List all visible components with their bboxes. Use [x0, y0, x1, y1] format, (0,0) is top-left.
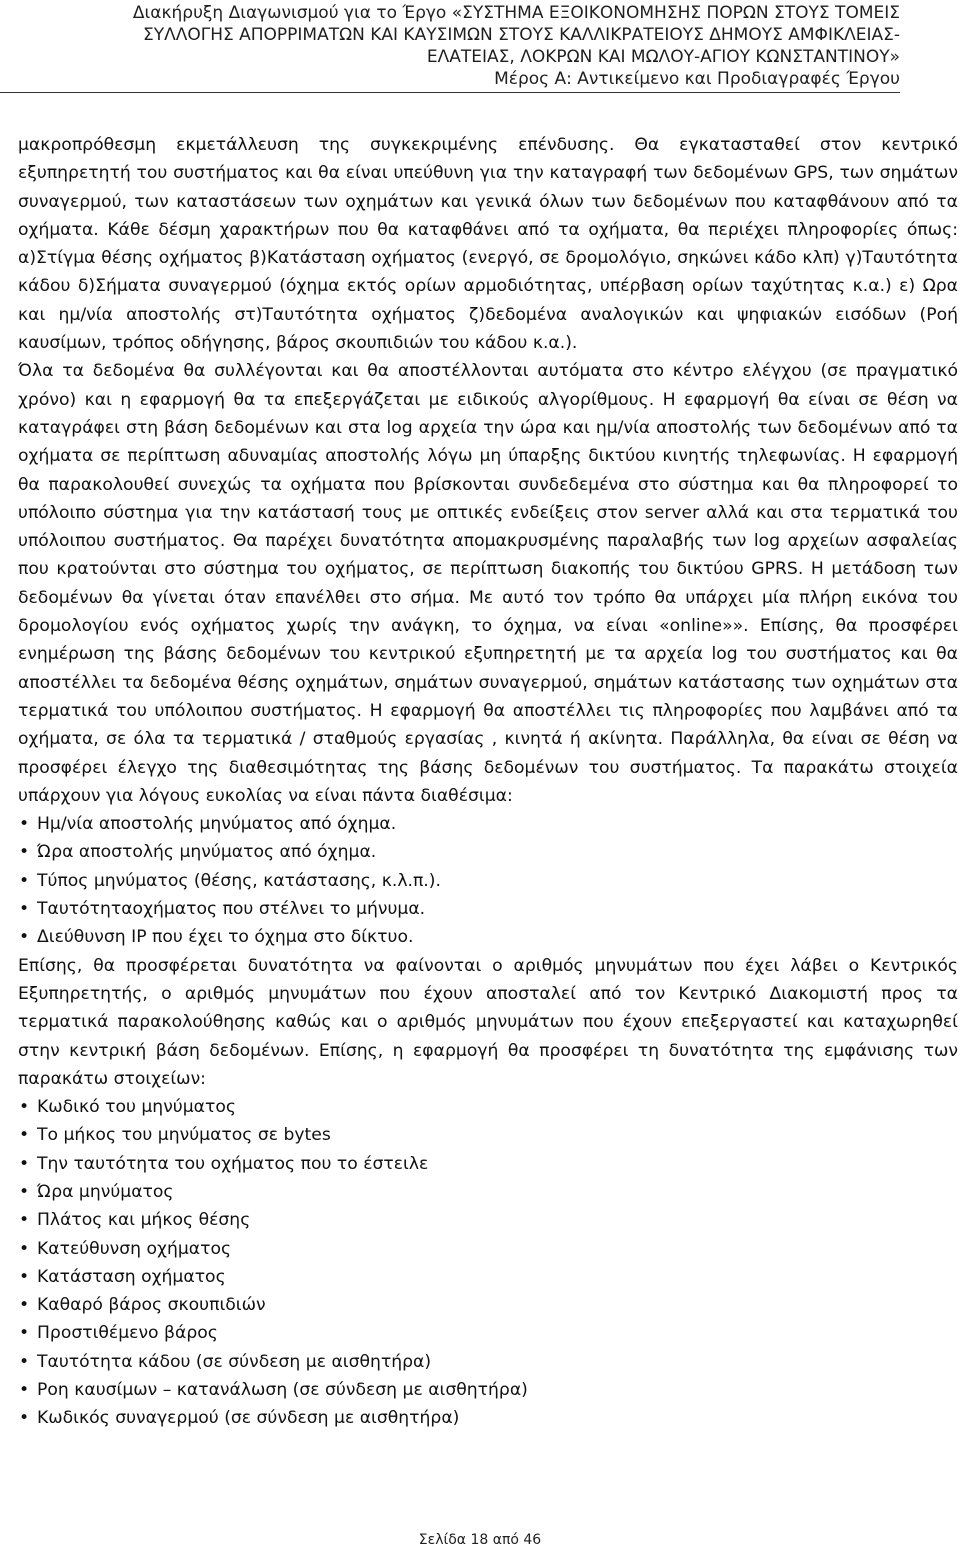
- list-item: • Ταυτότηταοχήματος που στέλνει το μήνυμα.: [18, 895, 958, 923]
- document-body: [18, 131, 958, 1433]
- page-number: Σελίδα 18 από 46: [418, 1532, 542, 1548]
- list-item: • Κωδικό του μηνύματος: [18, 1093, 958, 1121]
- message-fields-list: [18, 810, 958, 951]
- list-item: • Το μήκος του μηνύματος σε bytes: [18, 1121, 958, 1149]
- page-header: [0, 0, 900, 93]
- list-item: • Κατεύθυνση οχήματος: [18, 1235, 958, 1263]
- header-title-line-1: Διακήρυξη Διαγωνισμού για το Έργο «ΣΥΣΤΗΜΑ ΕΞΟΙΚΟΝΟΜΗΣΗΣ ΠΟΡΩΝ ΣΤΟΥΣ ΤΟΜΕΙΣ: [132, 3, 900, 23]
- list-item: • Την ταυτότητα του οχήματος που το έστειλε: [18, 1150, 958, 1178]
- body-paragraph-2: Όλα τα δεδομένα θα συλλέγονται και θα αποστέλλονται αυτόματα στο κέντρο ελέγχου (σε πραγματικό χρόνο) και η εφαρμογή θα τα επεξεργάζεται με ειδικούς αλγορίθμους. Η εφαρμογή θα είναι σε θέση να καταγράφει στη βάση δεδομένων και στα log αρχεία την ώρα και ημ/νία αποστολής των δεδομένων από τα οχήματα σε περίπτωση αδυναμίας αποστολής λόγω μη ύπαρξης δικτύου κινητής τηλεφωνίας. Η εφαρμογή θα παρακολουθεί συνεχώς τα οχήματα που βρίσκονται συνδεδεμένα στο σύστημα και θα πληροφορεί το υπόλοιπο σύστημα για την κατάστασή τους με οπτικές ενδείξεις στον server αλλά και στα τερματικά του υπόλοιπου συστήματος. Θα παρέχει δυνατότητα απομακρυσμένης παραλαβής των log αρχείων ασφαλείας που κρατούνται στο σύστημα του οχήματος, σε περίπτωση διακοπής του δικτύου GPRS. Η μετάδοση των δεδομένων θα γίνεται όταν επανέλθει στο σήμα. Με αυτό τον τρόπο θα υπάρχει μία πλήρη εικόνα του δρομολογίου ενός οχήματος χωρίς την ανάγκη, το όχημα, να είναι «online»». Επίσης, θα προσφέρει ενημέρωση της βάσης δεδομένων του κεντρικού εξυπηρετητή με τα αρχεία log του συστήματος και θα αποστέλλει τα δεδομένα θέσης οχημάτων, σημάτων συναγερμού, σημάτων κατάστασης των οχημάτων στα τερματικά του υπόλοιπου συστήματος. Η εφαρμογή θα αποστέλλει τις πληροφορίες που λαμβάνει από τα οχήματα, σε όλα τα τερματικά / σταθμούς εργασίας , κινητά ή ακίνητα. Παράλληλα, θα είναι σε θέση να προσφέρει έλεγχο της διαθεσιμότητας της βάσης δεδομένων του συστήματος. Τα παρακάτω στοιχεία υπάρχουν για λόγους ευκολίας να είναι πάντα διαθέσιμα:: [18, 361, 958, 806]
- header-title-line-2: ΣΥΛΛΟΓΗΣ ΑΠΟΡΡΙΜΑΤΩΝ ΚΑΙ ΚΑΥΣΙΜΩΝ ΣΤΟΥΣ ΚΑΛΛΙΚΡΑΤΕΙΟΥΣ ΔΗΜΟΥΣ ΑΜΦΙΚΛΕΙΑΣ-: [142, 25, 900, 45]
- list-item: • Ημ/νία αποστολής μηνύματος από όχημα.: [18, 810, 958, 838]
- list-item: • Ώρα αποστολής μηνύματος από όχημα.: [18, 838, 958, 866]
- body-paragraph-3: Επίσης, θα προσφέρεται δυνατότητα να φαίνονται ο αριθμός μηνυμάτων που έχει λάβει ο Κεντρικός Εξυπηρετητής, ο αριθμός μηνυμάτων που έχουν αποσταλεί από τον Κεντρικό Διακομιστή προς τα τερματικά παρακολούθησης καθώς και ο αριθμός μηνυμάτων που έχουν επεξεργαστεί και καταχωρηθεί στην κεντρική βάση δεδομένων. Επίσης, η εφαρμογή θα προσφέρει τη δυνατότητα της εμφάνισης των παρακάτω στοιχείων:: [18, 955, 958, 1089]
- list-item: • Προστιθέμενο βάρος: [18, 1319, 958, 1347]
- list-item: • Ώρα μηνύματος: [18, 1178, 958, 1206]
- list-item: • Τύπος μηνύματος (θέσης, κατάστασης, κ.λ.π.).: [18, 867, 958, 895]
- list-item: • Κωδικός συναγερμού (σε σύνδεση με αισθητήρα): [18, 1404, 958, 1432]
- header-section-subtitle: Μέρος Α: Αντικείμενο και Προδιαγραφές Έργου: [494, 69, 900, 89]
- header-title-line-3: ΕΛΑΤΕΙΑΣ, ΛΟΚΡΩΝ ΚΑΙ ΜΩΛΟΥ-ΑΓΙΟΥ ΚΩΝΣΤΑΝΤΙΝΟΥ»: [426, 47, 900, 67]
- list-item: • Πλάτος και μήκος θέσης: [18, 1206, 958, 1234]
- list-item: • Κατάσταση οχήματος: [18, 1263, 958, 1291]
- display-fields-list: [18, 1093, 958, 1433]
- list-item: • Διεύθυνση IP που έχει το όχημα στο δίκτυο.: [18, 923, 958, 951]
- list-item: • Ροη καυσίμων – κατανάλωση (σε σύνδεση με αισθητήρα): [18, 1376, 958, 1404]
- list-item: • Ταυτότητα κάδου (σε σύνδεση με αισθητήρα): [18, 1348, 958, 1376]
- list-item: • Καθαρό βάρος σκουπιδιών: [18, 1291, 958, 1319]
- body-paragraph-1: μακροπρόθεσμη εκμετάλλευση της συγκεκριμένης επένδυσης. Θα εγκατασταθεί στον κεντρικό εξυπηρετητή του συστήματος και θα είναι υπεύθυνη για την καταγραφή των δεδομένων GPS, των σημάτων συναγερμού, των καταστάσεων των οχημάτων και γενικά όλων των δεδομένων που καταφθάνουν από τα οχήματα. Κάθε δέσμη χαρακτήρων που θα καταφθάνει από τα οχήματα, θα περιέχει πληροφορίες όπως: α)Στίγμα θέσης οχήματος β)Κατάσταση οχήματος (ενεργό, σε δρομολόγιο, σηκώνει κάδο κλπ) γ)Ταυτότητα κάδου δ)Σήματα συναγερμού (όχημα εκτός ορίων αρμοδιότητας, υπέρβαση ορίων ταχύτητας κ.α.) ε) Ωρα και ημ/νία αποστολής στ)Ταυτότητα οχήματος ζ)δεδομένα αναλογικών και ψηφιακών εισόδων (Ροή καυσίμων, τρόπος οδήγησης, βάρος σκουπιδιών του κάδου κ.α.).: [18, 135, 958, 354]
